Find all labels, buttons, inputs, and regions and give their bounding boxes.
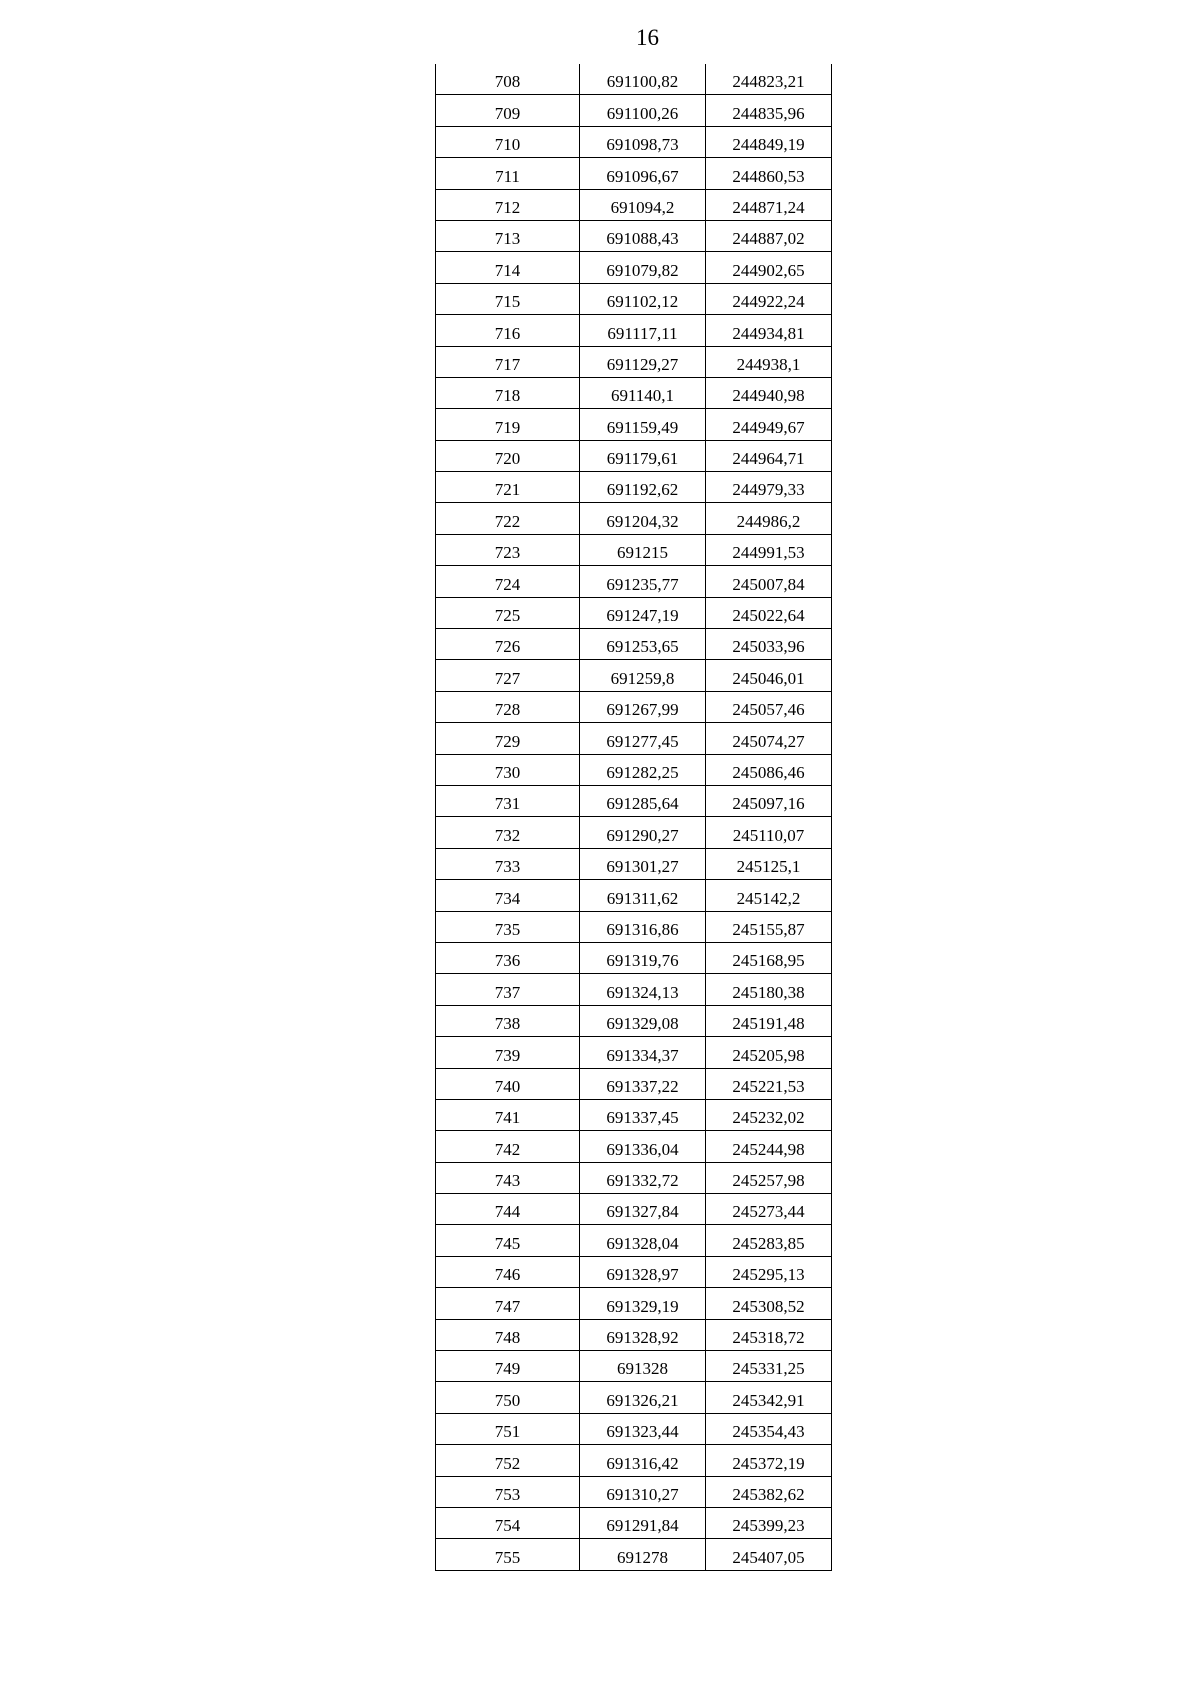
x-coordinate-cell: 691329,19: [580, 1288, 706, 1319]
y-coordinate-cell: 244823,21: [706, 64, 832, 95]
x-coordinate-cell: 691332,72: [580, 1162, 706, 1193]
table-row: [436, 1476, 832, 1507]
x-coordinate-cell: 691102,12: [580, 283, 706, 314]
y-coordinate-cell: 244849,19: [706, 126, 832, 157]
point-number-cell: 745: [436, 1225, 580, 1256]
x-coordinate-cell: 691094,2: [580, 189, 706, 220]
table-row: [436, 1351, 832, 1382]
point-number-cell: 734: [436, 880, 580, 911]
x-coordinate-cell: 691301,27: [580, 848, 706, 879]
point-number-cell: 732: [436, 817, 580, 848]
coordinates-table: [435, 64, 832, 1571]
point-number-cell: 717: [436, 346, 580, 377]
x-coordinate-cell: 691235,77: [580, 566, 706, 597]
x-coordinate-cell: 691278: [580, 1539, 706, 1570]
table-row: [436, 472, 832, 503]
y-coordinate-cell: 245110,07: [706, 817, 832, 848]
x-coordinate-cell: 691079,82: [580, 252, 706, 283]
table-row: [436, 158, 832, 189]
x-coordinate-cell: 691247,19: [580, 597, 706, 628]
y-coordinate-cell: 245308,52: [706, 1288, 832, 1319]
point-number-cell: 744: [436, 1194, 580, 1225]
point-number-cell: 741: [436, 1099, 580, 1130]
page-number: 16: [636, 25, 659, 50]
table-row: [436, 220, 832, 251]
y-coordinate-cell: 245205,98: [706, 1037, 832, 1068]
x-coordinate-cell: 691336,04: [580, 1131, 706, 1162]
point-number-cell: 753: [436, 1476, 580, 1507]
point-number-cell: 725: [436, 597, 580, 628]
point-number-cell: 742: [436, 1131, 580, 1162]
coordinates-table-body: [436, 64, 832, 1570]
table-row: [436, 597, 832, 628]
y-coordinate-cell: 245086,46: [706, 754, 832, 785]
x-coordinate-cell: 691329,08: [580, 1005, 706, 1036]
point-number-cell: 720: [436, 440, 580, 471]
table-row: [436, 1225, 832, 1256]
point-number-cell: 710: [436, 126, 580, 157]
point-number-cell: 711: [436, 158, 580, 189]
point-number-cell: 712: [436, 189, 580, 220]
table-row: [436, 95, 832, 126]
x-coordinate-cell: 691323,44: [580, 1413, 706, 1444]
x-coordinate-cell: 691192,62: [580, 472, 706, 503]
x-coordinate-cell: 691326,21: [580, 1382, 706, 1413]
y-coordinate-cell: 245057,46: [706, 691, 832, 722]
y-coordinate-cell: 245022,64: [706, 597, 832, 628]
point-number-cell: 719: [436, 409, 580, 440]
point-number-cell: 731: [436, 785, 580, 816]
y-coordinate-cell: 245180,38: [706, 974, 832, 1005]
x-coordinate-cell: 691267,99: [580, 691, 706, 722]
y-coordinate-cell: 244934,81: [706, 315, 832, 346]
point-number-cell: 716: [436, 315, 580, 346]
point-number-cell: 733: [436, 848, 580, 879]
table-row: [436, 785, 832, 816]
point-number-cell: 737: [436, 974, 580, 1005]
table-row: [436, 440, 832, 471]
point-number-cell: 749: [436, 1351, 580, 1382]
table-row: [436, 1319, 832, 1350]
y-coordinate-cell: 244991,53: [706, 534, 832, 565]
point-number-cell: 729: [436, 723, 580, 754]
table-row: [436, 1382, 832, 1413]
y-coordinate-cell: 245046,01: [706, 660, 832, 691]
point-number-cell: 715: [436, 283, 580, 314]
x-coordinate-cell: 691096,67: [580, 158, 706, 189]
x-coordinate-cell: 691088,43: [580, 220, 706, 251]
point-number-cell: 750: [436, 1382, 580, 1413]
table-row: [436, 1539, 832, 1570]
point-number-cell: 746: [436, 1256, 580, 1287]
table-row: [436, 283, 832, 314]
x-coordinate-cell: 691324,13: [580, 974, 706, 1005]
x-coordinate-cell: 691277,45: [580, 723, 706, 754]
table-row: [436, 911, 832, 942]
table-row: [436, 1162, 832, 1193]
point-number-cell: 751: [436, 1413, 580, 1444]
point-number-cell: 735: [436, 911, 580, 942]
x-coordinate-cell: 691337,22: [580, 1068, 706, 1099]
table-row: [436, 1099, 832, 1130]
x-coordinate-cell: 691337,45: [580, 1099, 706, 1130]
y-coordinate-cell: 244979,33: [706, 472, 832, 503]
table-row: [436, 723, 832, 754]
table-row: [436, 1256, 832, 1287]
table-row: [436, 409, 832, 440]
point-number-cell: 724: [436, 566, 580, 597]
table-row: [436, 1131, 832, 1162]
table-row: [436, 691, 832, 722]
table-row: [436, 629, 832, 660]
y-coordinate-cell: 244871,24: [706, 189, 832, 220]
table-row: [436, 64, 832, 95]
x-coordinate-cell: 691319,76: [580, 942, 706, 973]
y-coordinate-cell: 244860,53: [706, 158, 832, 189]
y-coordinate-cell: 244964,71: [706, 440, 832, 471]
table-row: [436, 1194, 832, 1225]
x-coordinate-cell: 691215: [580, 534, 706, 565]
x-coordinate-cell: 691098,73: [580, 126, 706, 157]
point-number-cell: 713: [436, 220, 580, 251]
table-row: [436, 1288, 832, 1319]
point-number-cell: 727: [436, 660, 580, 691]
point-number-cell: 723: [436, 534, 580, 565]
y-coordinate-cell: 245372,19: [706, 1445, 832, 1476]
table-row: [436, 660, 832, 691]
x-coordinate-cell: 691179,61: [580, 440, 706, 471]
x-coordinate-cell: 691204,32: [580, 503, 706, 534]
y-coordinate-cell: 245382,62: [706, 1476, 832, 1507]
x-coordinate-cell: 691290,27: [580, 817, 706, 848]
x-coordinate-cell: 691282,25: [580, 754, 706, 785]
x-coordinate-cell: 691117,11: [580, 315, 706, 346]
point-number-cell: 709: [436, 95, 580, 126]
point-number-cell: 743: [436, 1162, 580, 1193]
y-coordinate-cell: 245221,53: [706, 1068, 832, 1099]
table-row: [436, 346, 832, 377]
point-number-cell: 722: [436, 503, 580, 534]
table-row: [436, 126, 832, 157]
table-row: [436, 377, 832, 408]
table-row: [436, 503, 832, 534]
point-number-cell: 718: [436, 377, 580, 408]
x-coordinate-cell: 691140,1: [580, 377, 706, 408]
y-coordinate-cell: 245142,2: [706, 880, 832, 911]
table-row: [436, 880, 832, 911]
table-row: [436, 252, 832, 283]
x-coordinate-cell: 691129,27: [580, 346, 706, 377]
table-row: [436, 1445, 832, 1476]
y-coordinate-cell: 245244,98: [706, 1131, 832, 1162]
y-coordinate-cell: 245033,96: [706, 629, 832, 660]
y-coordinate-cell: 245257,98: [706, 1162, 832, 1193]
y-coordinate-cell: 245354,43: [706, 1413, 832, 1444]
point-number-cell: 748: [436, 1319, 580, 1350]
table-row: [436, 1005, 832, 1036]
y-coordinate-cell: 245168,95: [706, 942, 832, 973]
y-coordinate-cell: 245342,91: [706, 1382, 832, 1413]
point-number-cell: 740: [436, 1068, 580, 1099]
point-number-cell: 747: [436, 1288, 580, 1319]
x-coordinate-cell: 691328,97: [580, 1256, 706, 1287]
y-coordinate-cell: 245007,84: [706, 566, 832, 597]
y-coordinate-cell: 244922,24: [706, 283, 832, 314]
y-coordinate-cell: 245125,1: [706, 848, 832, 879]
point-number-cell: 708: [436, 64, 580, 95]
y-coordinate-cell: 245273,44: [706, 1194, 832, 1225]
table-row: [436, 1507, 832, 1538]
x-coordinate-cell: 691259,8: [580, 660, 706, 691]
x-coordinate-cell: 691100,82: [580, 64, 706, 95]
x-coordinate-cell: 691253,65: [580, 629, 706, 660]
x-coordinate-cell: 691100,26: [580, 95, 706, 126]
table-row: [436, 754, 832, 785]
x-coordinate-cell: 691316,42: [580, 1445, 706, 1476]
y-coordinate-cell: 244949,67: [706, 409, 832, 440]
table-row: [436, 1068, 832, 1099]
y-coordinate-cell: 245232,02: [706, 1099, 832, 1130]
x-coordinate-cell: 691328,04: [580, 1225, 706, 1256]
point-number-cell: 721: [436, 472, 580, 503]
x-coordinate-cell: 691311,62: [580, 880, 706, 911]
x-coordinate-cell: 691328: [580, 1351, 706, 1382]
x-coordinate-cell: 691334,37: [580, 1037, 706, 1068]
y-coordinate-cell: 244887,02: [706, 220, 832, 251]
point-number-cell: 714: [436, 252, 580, 283]
y-coordinate-cell: 244986,2: [706, 503, 832, 534]
y-coordinate-cell: 245318,72: [706, 1319, 832, 1350]
x-coordinate-cell: 691310,27: [580, 1476, 706, 1507]
y-coordinate-cell: 245331,25: [706, 1351, 832, 1382]
table-row: [436, 566, 832, 597]
table-row: [436, 534, 832, 565]
y-coordinate-cell: 244902,65: [706, 252, 832, 283]
table-row: [436, 1413, 832, 1444]
y-coordinate-cell: 245295,13: [706, 1256, 832, 1287]
table-row: [436, 315, 832, 346]
x-coordinate-cell: 691291,84: [580, 1507, 706, 1538]
point-number-cell: 730: [436, 754, 580, 785]
table-row: [436, 974, 832, 1005]
y-coordinate-cell: 244940,98: [706, 377, 832, 408]
y-coordinate-cell: 245097,16: [706, 785, 832, 816]
point-number-cell: 739: [436, 1037, 580, 1068]
y-coordinate-cell: 245283,85: [706, 1225, 832, 1256]
x-coordinate-cell: 691327,84: [580, 1194, 706, 1225]
table-row: [436, 942, 832, 973]
point-number-cell: 728: [436, 691, 580, 722]
y-coordinate-cell: 244835,96: [706, 95, 832, 126]
point-number-cell: 736: [436, 942, 580, 973]
x-coordinate-cell: 691285,64: [580, 785, 706, 816]
y-coordinate-cell: 245399,23: [706, 1507, 832, 1538]
table-row: [436, 817, 832, 848]
x-coordinate-cell: 691316,86: [580, 911, 706, 942]
y-coordinate-cell: 245407,05: [706, 1539, 832, 1570]
y-coordinate-cell: 245074,27: [706, 723, 832, 754]
table-row: [436, 1037, 832, 1068]
point-number-cell: 738: [436, 1005, 580, 1036]
table-row: [436, 848, 832, 879]
point-number-cell: 755: [436, 1539, 580, 1570]
y-coordinate-cell: 245191,48: [706, 1005, 832, 1036]
x-coordinate-cell: 691328,92: [580, 1319, 706, 1350]
x-coordinate-cell: 691159,49: [580, 409, 706, 440]
y-coordinate-cell: 244938,1: [706, 346, 832, 377]
point-number-cell: 726: [436, 629, 580, 660]
point-number-cell: 754: [436, 1507, 580, 1538]
point-number-cell: 752: [436, 1445, 580, 1476]
y-coordinate-cell: 245155,87: [706, 911, 832, 942]
table-row: [436, 189, 832, 220]
